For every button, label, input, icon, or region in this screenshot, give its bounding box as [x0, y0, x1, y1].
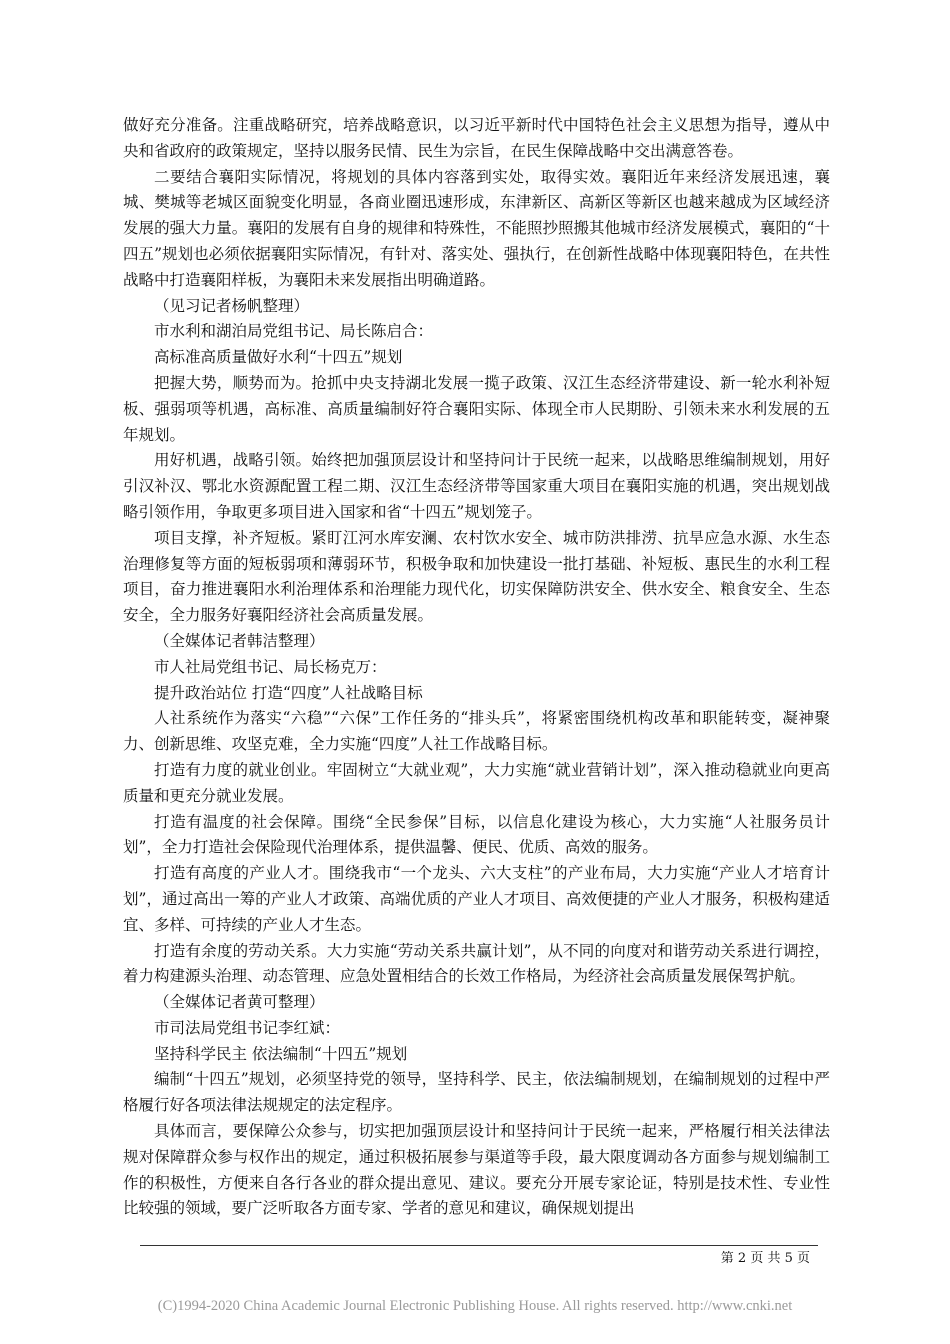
- reporter-credit: （全媒体记者黄可整理）: [154, 993, 325, 1012]
- page-number: 第 2 页 共 5 页: [720, 1251, 810, 1266]
- speaker-line: 市人社局党组书记、局长杨克万：: [154, 657, 387, 676]
- paragraph: 把握大势，顺势而为。抢抓中央支持湖北发展一揽子政策、汉江生态经济带建设、新一轮水利补短板、强弱项等机遇，高标准、高质量编制好符合襄阳实际、体现全市人民期盼、引领未来水利发展的五年规划。: [123, 373, 830, 444]
- paragraph: 做好充分准备。注重战略研究，培养战略意识，以习近平新时代中国特色社会主义思想为指导，遵从中央和省政府的政策规定，坚持以服务民情、民生为宗旨，在民生保障战略中交出满意答卷。: [123, 116, 830, 160]
- speaker-line: 市水利和湖泊局党组书记、局长陈启合：: [154, 322, 434, 341]
- paragraph: 打造有高度的产业人才。围绕我市“一个龙头、六大支柱”的产业布局，大力实施“产业人才培育计划”，通过高出一筹的产业人才政策、高端优质的产业人才项目、高效便捷的产业人才服务，积极构建适宜、多样、可持续的产业人才生态。: [123, 864, 830, 934]
- paragraph: 用好机遇，战略引领。始终把加强顶层设计和坚持问计于民统一起来，以战略思维编制规划，用好引汉补汉、鄂北水资源配置工程二期、汉江生态经济带等国家重大项目在襄阳实施的机遇，突出规划战略引领作用，争取更多项目进入国家和省“十四五”规划笼子。: [123, 451, 830, 521]
- copyright-footer: (C)1994-2020 China Academic Journal Electronic Publishing House. All rights reserved. http://www.cnki.net: [157, 1298, 793, 1314]
- reporter-credit: （全媒体记者韩洁整理）: [154, 631, 325, 650]
- section-heading: 高标准高质量做好水利“十四五”规划: [154, 348, 403, 367]
- speaker-line: 市司法局党组书记李红斌：: [154, 1018, 341, 1037]
- section-heading: 坚持科学民主 依法编制“十四五”规划: [154, 1044, 408, 1063]
- paragraph: 打造有余度的劳动关系。大力实施“劳动关系共赢计划”，从不同的向度对和谐劳动关系进行调控，着力构建源头治理、动态管理、应急处置相结合的长效工作格局，为经济社会高质量发展保驾护航。: [123, 941, 830, 986]
- paragraph: 编制“十四五”规划，必须坚持党的领导，坚持科学、民主，依法编制规划，在编制规划的过程中严格履行好各项法律法规规定的法定程序。: [123, 1070, 830, 1115]
- reporter-credit: （见习记者杨帆整理）: [154, 296, 310, 315]
- paragraph: 项目支撑，补齐短板。紧盯江河水库安澜、农村饮水安全、城市防洪排涝、抗旱应急水源、水生态治理修复等方面的短板弱项和薄弱环节，积极争取和加快建设一批打基础、补短板、惠民生的水利工程项目，奋力推进襄阳水利治理体系和治理能力现代化，切实保障防洪安全、供水安全、粮食安全、生态安全，全力服务好襄阳经济社会高质量发展。: [123, 528, 830, 625]
- paragraph: 打造有温度的社会保障。围绕“全民参保”目标，以信息化建设为核心，大力实施“人社服务员计划”，全力打造社会保险现代治理体系，提供温馨、便民、优质、高效的服务。: [123, 812, 830, 857]
- section-heading: 提升政治站位 打造“四度”人社战略目标: [154, 683, 423, 702]
- article-body: [123, 113, 830, 1222]
- paragraph: 打造有力度的就业创业。牢固树立“大就业观”，大力实施“就业营销计划”，深入推动稳就业向更高质量和更充分就业发展。: [123, 760, 830, 805]
- paragraph: 具体而言，要保障公众参与，切实把加强顶层设计和坚持问计于民统一起来，严格履行相关法律法规对保障群众参与权作出的规定，通过积极拓展参与渠道等手段，最大限度调动各方面参与规划编制工作的积极性，方便来自各行各业的群众提出意见、建议。要充分开展专家论证，特别是技术性、专业性比较强的领域，要广泛听取各方面专家、学者的意见和建议，确保规划提出: [123, 1122, 830, 1218]
- paragraph: 二要结合襄阳实际情况，将规划的具体内容落到实处，取得实效。襄阳近年来经济发展迅速，襄城、樊城等老城区面貌变化明显，各商业圈迅速形成，东津新区、高新区等新区也越来越成为区域经济发展的强大力量。襄阳的发展有自身的规律和特殊性，不能照抄照搬其他城市经济发展模式，襄阳的“十四五”规划也必须依据襄阳实际情况，有针对、落实处、强执行，在创新性战略中体现襄阳特色，在共性战略中打造襄阳样板，为襄阳未来发展指出明确道路。: [123, 167, 830, 289]
- paragraph: 人社系统作为落实“六稳”“六保”工作任务的“排头兵”，将紧密围绕机构改革和职能转变，凝神聚力、创新思维、攻坚克难，全力实施“四度”人社工作战略目标。: [123, 709, 830, 754]
- footer-divider: [140, 1245, 818, 1246]
